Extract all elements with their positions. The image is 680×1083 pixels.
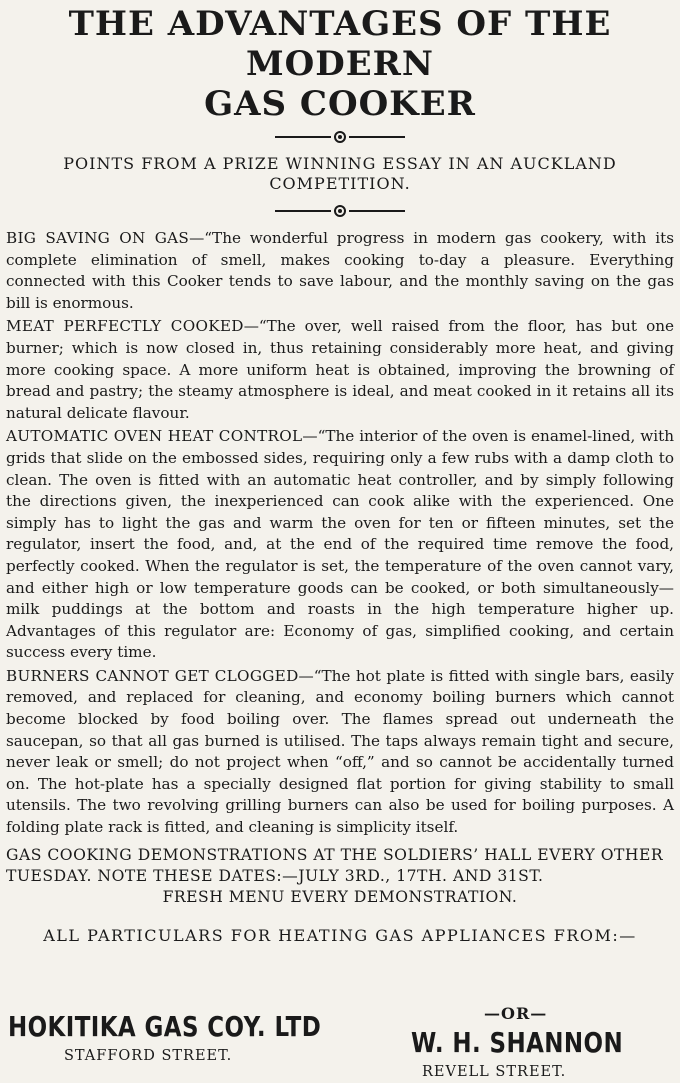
demonstrations-menu: FRESH MENU EVERY DEMONSTRATION.	[162, 887, 518, 906]
section-text: —“The interior of the oven is enamel-lined, with grids that slide on the embossed sides, requiring only a few rubs with a damp cloth to clean. The oven is fitted with an automatic heat controller, and by simply following the directions given, the inexperienced can cook alike with the experienced. One simply has to light the gas and warm the oven for ten or fifteen minutes, set the regulator, insert the food, and, at the end of the required time remove the food, perfectly cooked. When the regulator is set, the temperature of the oven cannot vary, and either high or low temperature goods can be cooked, or both simultaneously—milk puddings at the bottom and roasts in the high temperature higher up. Advantages of this regulator are: Economy of gas, simplified cooking, and certain success every time.	[6, 427, 674, 662]
section-lead: BURNERS CANNOT GET CLOGGED	[6, 666, 299, 685]
subheadline: POINTS FROM A PRIZE WINNING ESSAY IN AN AUCKLAND COMPETITION.	[63, 154, 617, 193]
supplier-1-name: HOKITIKA GAS COY. LTD	[8, 1010, 322, 1043]
headline-line-2: GAS COOKER	[204, 84, 476, 124]
section-lead: BIG SAVING ON GAS	[6, 229, 190, 247]
essay-body	[6, 228, 674, 839]
particulars-line: ALL PARTICULARS FOR HEATING GAS APPLIANCES FROM:—	[43, 925, 637, 945]
advertisement-page	[0, 4, 680, 1083]
headline-line-1: THE ADVANTAGES OF THE MODERN	[68, 4, 612, 84]
section-meat-cooked	[6, 316, 674, 424]
supplier-2-name: W. H. SHANNON	[411, 1026, 624, 1059]
section-lead: MEAT PERFECTLY COOKED	[6, 317, 244, 336]
section-text: —“The over, well raised from the floor, has but one burner; which is now closed in, thus retaining considerably more heat, and giving more cooking space. A more uniform heat is obtained, improving the browning of bread and pastry; the steamy atmosphere is ideal, and meat cooked in it retains all its natural delicate flavour.	[6, 317, 674, 422]
ornament-divider	[6, 200, 674, 222]
suppliers-footer	[6, 1004, 674, 1082]
ornament-star-icon	[334, 205, 346, 217]
section-big-saving	[6, 228, 674, 314]
supplier-2-address: REVELL STREET.	[422, 1064, 567, 1080]
ornament-divider	[6, 126, 674, 148]
demonstrations-notice	[6, 845, 674, 908]
ornament-star-icon	[334, 131, 346, 143]
section-text: —“The hot plate is fitted with single bars, easily removed, and replaced for cleaning, and economy boiling burners which cannot become blocked by food boiling over. The flames spread out underneath the saucepan, so that all gas burned is utilised. The taps always remain tight and secure, never leak or smell; do not project when “off,” and so cannot be accidentally turned on. The hot-plate has a specially designed flat portion for giving stability to small utensils. The two revolving grilling burners can also be used for boiling purposes. A folding plate rack is fitted, and cleaning is simplicity itself.	[6, 666, 674, 837]
section-text: —“The wonderful progress in modern gas cookery, with its complete elimination of smell, makes cooking to-day a pleasure. Everything connected with this Cooker tends to save labour, and the monthly saving on the gas bill is enormous.	[6, 229, 674, 312]
demonstrations-dates: GAS COOKING DEMONSTRATIONS AT THE SOLDIERS’ HALL EVERY OTHER TUESDAY. NOTE THESE DATES:—JULY 3RD., 17TH. AND 31ST.	[6, 845, 664, 885]
section-lead: AUTOMATIC OVEN HEAT CONTROL	[6, 427, 303, 446]
section-oven-control	[6, 426, 674, 664]
or-label: —OR—	[484, 1004, 548, 1023]
headline	[6, 4, 674, 124]
supplier-1-address: STAFFORD STREET.	[64, 1048, 233, 1064]
section-burners	[6, 666, 674, 839]
